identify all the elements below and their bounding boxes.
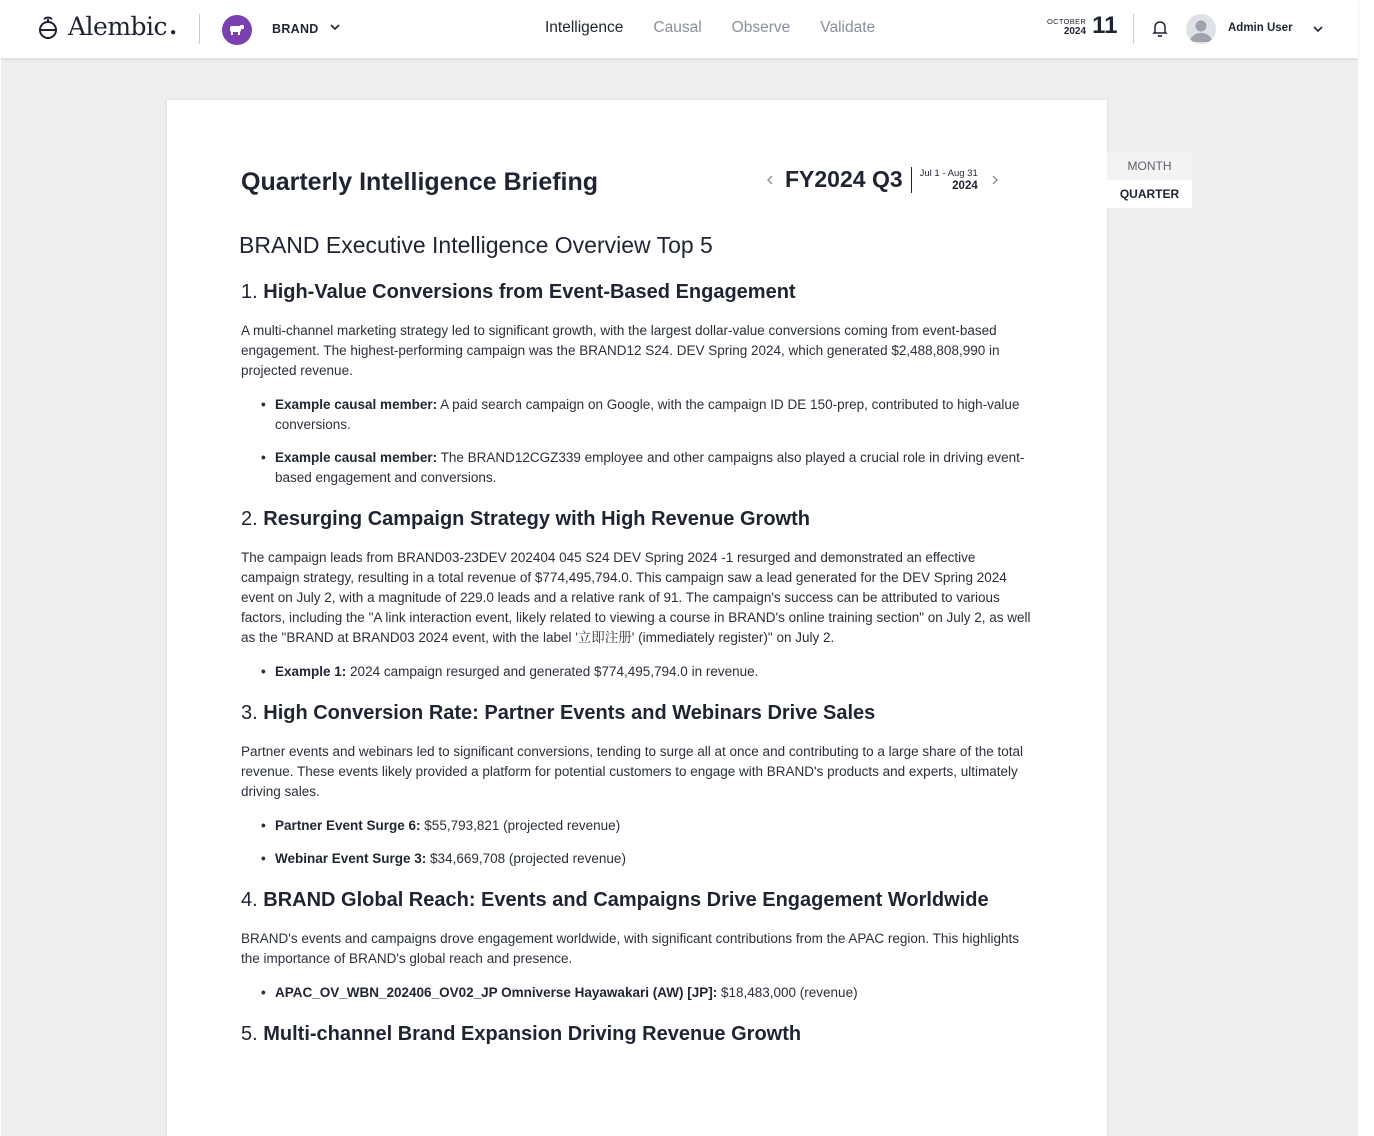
period-dates: Jul 1 - Aug 31 [919,167,978,179]
nav-validate[interactable]: Validate [820,19,876,36]
list-item [261,662,1031,682]
header-divider [199,14,200,44]
page-title: Quarterly Intelligence Briefing [241,168,599,196]
top-navigation-bar [0,0,1358,58]
list-item [261,983,1031,1003]
section-number: 3. [241,702,258,724]
section-title: High-Value Conversions from Event-Based Engagement [263,281,796,303]
chevron-left-icon[interactable] [765,174,775,186]
chevron-right-icon[interactable] [990,174,1000,186]
section-bullets [261,395,1031,488]
section-number: 2. [241,508,258,530]
bullet-label: Example causal member: [275,397,438,412]
nav-causal[interactable]: Causal [653,19,702,36]
user-name[interactable]: Admin User [1228,22,1293,34]
bullet-text: The BRAND12CGZ339 employee and other campaigns also played a crucial role in driving event-based engagement and conversions. [275,450,1025,485]
list-item [261,448,1031,488]
toggle-quarter[interactable]: QUARTER [1107,180,1192,208]
bullet-text: $34,669,708 (projected revenue) [426,851,626,866]
list-item [261,395,1031,435]
bullet-text: $55,793,821 (projected revenue) [420,818,621,833]
brand-animal-icon [228,24,246,36]
bullet-text: 2024 campaign resurged and generated $774,495,794.0 in revenue. [346,664,759,679]
list-item [261,849,1031,869]
chevron-down-icon[interactable] [1311,22,1325,36]
section-body: The campaign leads from BRAND03-23DEV 202404 045 S24 DEV Spring 2024 -1 resurged and demonstrated an effective campaign strategy, resulting in a total revenue of $774,495,794.0. This campaign saw a lead generated for the DEV Spring 2024 event on July 2, with a magnitude of 229.0 leads and a relative rank of 91. The campaign's success can be attributed to various factors, including the "A link interaction event, likely related to viewing a course in BRAND's online training section" on July 2, as well as the "BRAND at BRAND03 2024 event, with the label '立即注册' (immediately register)" on July 2. [241,550,1031,645]
briefing-card [167,100,1107,1136]
section-heading [241,885,1031,915]
user-avatar[interactable] [1186,14,1216,44]
period-label: FY2024 Q3 [785,166,903,192]
section-bullets [261,983,1031,1003]
bullet-label: Webinar Event Surge 3: [275,851,427,866]
section-heading [241,698,1031,728]
logo-dot: ● [170,27,177,38]
bullet-label: APAC_OV_WBN_202406_OV02_JP Omniverse Hayawakari (AW) [JP]: [275,985,718,1000]
bullet-label: Example causal member: [275,450,438,465]
bullet-text: $18,483,000 (revenue) [717,985,858,1000]
period-navigator [765,166,1000,193]
briefing-content [241,232,1031,1063]
alembic-logo-icon [34,13,62,41]
toggle-month[interactable]: MONTH [1127,159,1172,173]
section-heading [241,277,1031,307]
brand-avatar[interactable] [222,15,252,45]
list-item [261,816,1031,836]
app-logo[interactable] [34,12,176,41]
bullet-text: A paid search campaign on Google, with the campaign ID DE 150-prep, contributed to high-value conversions. [275,397,1020,432]
section-heading [241,1019,1031,1049]
section-bullets [261,662,1031,682]
nav-intelligence[interactable]: Intelligence [545,19,624,36]
section-body: A multi-channel marketing strategy led to significant growth, with the largest dollar-value conversions coming from event-based engagement. The highest-performing campaign was the BRAND12 S24. DEV Spring 2024, which generated $2,488,808,990 in projected revenue. [241,323,1000,378]
period-granularity-toggle [1107,152,1192,208]
current-date [1047,14,1117,40]
user-icon [1186,14,1216,44]
period-year: 2024 [952,179,978,192]
date-year: 2024 [1063,26,1087,37]
brand-selector-label[interactable]: BRAND [272,22,319,36]
bullet-label: Partner Event Surge 6: [275,818,421,833]
section-number: 1. [241,281,258,303]
header-divider [1133,14,1134,44]
overview-title: BRAND Executive Intelligence Overview Top 5 [239,232,713,258]
section-number: 4. [241,889,258,911]
logo-text: Alembic [68,12,168,41]
nav-observe[interactable]: Observe [731,19,791,36]
section-body: Partner events and webinars led to significant conversions, tending to surge all at once and contributing to a large share of the total revenue. These events likely provided a platform for potential customers to engage with BRAND's products and experts, ultimately driving sales. [241,744,1023,799]
section-body: BRAND's events and campaigns drove engagement worldwide, with significant contributions from the APAC region. This highlights the importance of BRAND's global reach and presence. [241,931,1019,966]
section-heading [241,504,1031,534]
section-title: High Conversion Rate: Partner Events and Webinars Drive Sales [263,702,876,724]
section-title: Multi-channel Brand Expansion Driving Revenue Growth [263,1023,802,1045]
chevron-down-icon[interactable] [328,20,342,34]
main-nav [545,19,875,37]
section-title: BRAND Global Reach: Events and Campaigns Drive Engagement Worldwide [263,889,989,911]
section-number: 5. [241,1023,258,1045]
bullet-label: Example 1: [275,664,347,679]
section-bullets [261,816,1031,869]
section-title: Resurging Campaign Strategy with High Revenue Growth [263,508,810,530]
date-day: 11 [1092,12,1118,39]
date-month: OCTOBER [1047,17,1087,26]
bell-icon[interactable] [1152,20,1168,37]
period-divider [911,167,912,193]
